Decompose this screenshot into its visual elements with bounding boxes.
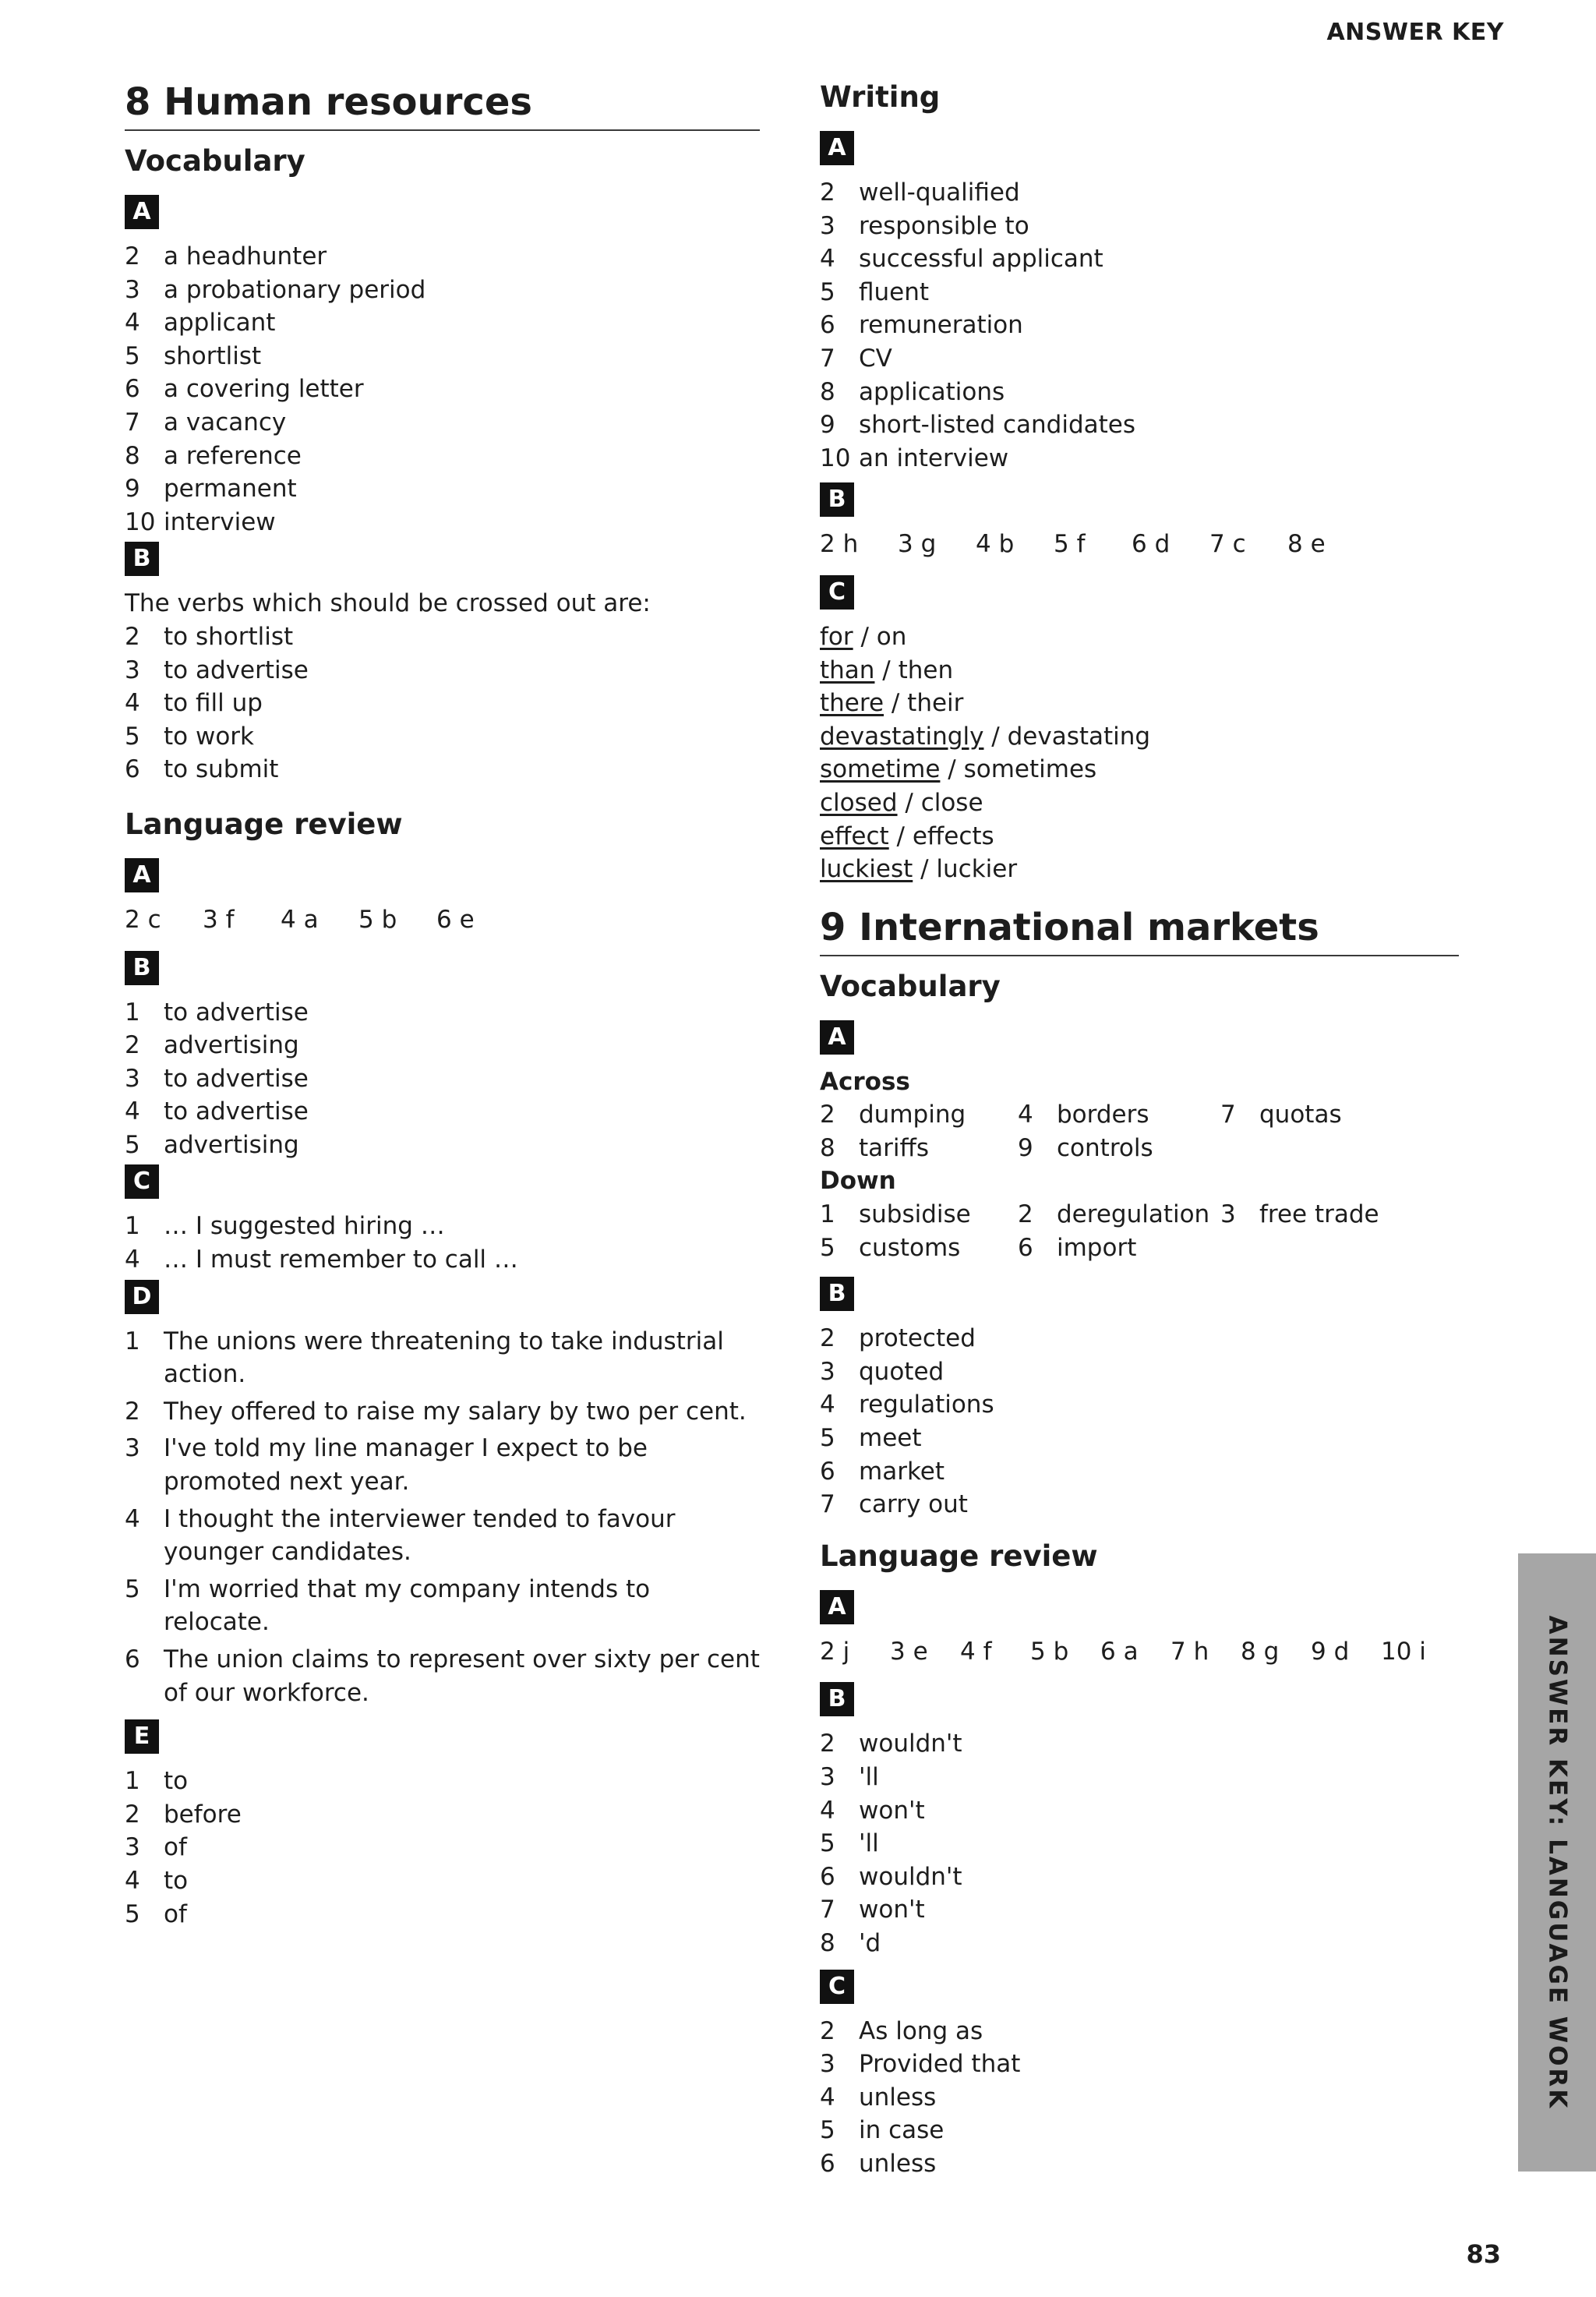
item-number: 8 [820, 377, 835, 406]
item-text: to advertise [164, 656, 309, 684]
inline-answer: 9 d [1311, 1637, 1350, 1666]
item-number: 7 [820, 344, 835, 373]
answer-item [125, 406, 760, 440]
item-number: 1 [125, 998, 140, 1027]
item-text: of [164, 1899, 187, 1928]
answer-item [820, 1794, 1459, 1828]
section-badge: B [820, 1682, 854, 1716]
answer-item [820, 2015, 1459, 2048]
correction-list [820, 620, 1459, 886]
across-grid [820, 1098, 1459, 1164]
answer-item [820, 210, 1459, 243]
item-text: before [164, 1800, 242, 1829]
answer-item [125, 1243, 760, 1277]
answer-item [125, 1503, 760, 1569]
correct-word: their [907, 689, 964, 718]
item-number: 4 [820, 1391, 835, 1419]
item-text: applications [859, 377, 1005, 406]
item-text: protected [859, 1324, 976, 1353]
side-tab-label: ANSWER KEY: LANGUAGE WORK [1543, 1615, 1572, 2110]
answer-list [125, 1210, 760, 1276]
right-column [820, 78, 1459, 2181]
separator: / [897, 788, 921, 817]
unit8-title: 8 Human resources [125, 78, 760, 131]
answer-item [820, 2048, 1459, 2081]
item-number: 2 [125, 1800, 140, 1829]
item-number: 10 [820, 443, 851, 472]
item-text: of [164, 1833, 187, 1862]
item-text: regulations [859, 1391, 994, 1419]
answer-item [820, 1861, 1459, 1894]
item-text: to [164, 1866, 189, 1895]
answer-item [820, 1927, 1459, 1960]
inline-answer: 5 b [358, 905, 397, 934]
answer-item [125, 1898, 760, 1931]
inline-answer: 6 d [1132, 530, 1171, 559]
item-number: 4 [820, 2083, 835, 2111]
inline-answer: 4 b [976, 530, 1015, 559]
answer-item [820, 342, 1459, 376]
item-text: well-qualified [859, 178, 1020, 207]
clue-answer: dumping [859, 1101, 966, 1129]
item-number: 3 [125, 275, 140, 304]
item-number: 2 [820, 1730, 835, 1758]
incorrect-word: devastatingly [820, 722, 984, 751]
inline-answer: 3 g [898, 530, 937, 559]
item-number: 6 [125, 375, 140, 404]
inline-answer: 8 g [1241, 1637, 1280, 1666]
answer-list [820, 2015, 1459, 2181]
correct-word: devastating [1007, 722, 1151, 751]
item-text: to shortlist [164, 622, 294, 651]
answer-item [125, 687, 760, 720]
page-number: 83 [1466, 2239, 1501, 2269]
item-number: 9 [125, 475, 140, 504]
clue-answer: import [1057, 1233, 1137, 1262]
unit9-title: 9 International markets [820, 903, 1459, 956]
item-text: As long as [859, 2016, 983, 2045]
answer-item [125, 1432, 760, 1498]
inline-answer: 7 h [1171, 1637, 1209, 1666]
item-number: 5 [125, 1130, 140, 1159]
correct-word: then [898, 656, 954, 684]
answer-item [820, 1388, 1459, 1422]
item-text: shortlist [164, 341, 262, 370]
item-text: Provided that [859, 2050, 1021, 2079]
answer-list [820, 1727, 1459, 1960]
section-badge: B [125, 542, 159, 576]
answer-item [125, 274, 760, 307]
correction-pair [820, 786, 1459, 820]
item-number: 4 [820, 245, 835, 274]
item-text: responsible to [859, 211, 1029, 240]
answer-item [820, 1727, 1459, 1761]
item-number: 10 [125, 507, 156, 536]
clue-number: 4 [1018, 1101, 1033, 1129]
correction-pair [820, 687, 1459, 720]
answer-item [820, 1488, 1459, 1521]
item-text: wouldn't [859, 1730, 962, 1758]
answer-item [820, 2081, 1459, 2115]
answer-item [125, 240, 760, 274]
clue-answer: free trade [1259, 1200, 1379, 1229]
answer-item [820, 309, 1459, 342]
separator: / [853, 622, 877, 651]
item-number: 2 [125, 1031, 140, 1060]
separator: / [940, 755, 964, 784]
answer-item [125, 306, 760, 340]
item-number: 3 [820, 1357, 835, 1386]
item-number: 7 [820, 1490, 835, 1519]
item-text: The unions were threatening to take industrial action. [164, 1327, 724, 1389]
answer-list [125, 620, 760, 786]
answer-item [125, 1210, 760, 1243]
clue-answer: tariffs [859, 1133, 930, 1162]
incorrect-word: for [820, 622, 853, 651]
item-text: CV [859, 344, 892, 373]
item-number: 5 [125, 722, 140, 751]
answer-item [125, 340, 760, 373]
answer-item [125, 620, 760, 654]
clue-number: 3 [1220, 1200, 1236, 1229]
inline-answer: 5 f [1054, 530, 1086, 559]
answer-item [125, 1325, 760, 1391]
clue-answer: quotas [1259, 1101, 1342, 1129]
answer-item [125, 654, 760, 687]
section-badge: A [820, 1020, 854, 1055]
answer-item [125, 996, 760, 1030]
answer-item [125, 1864, 760, 1898]
clue-number: 8 [820, 1133, 835, 1162]
answer-item [820, 376, 1459, 409]
item-number: 7 [820, 1896, 835, 1924]
item-text: advertising [164, 1130, 299, 1159]
inline-answer: 4 a [281, 905, 319, 934]
answer-item [820, 1761, 1459, 1794]
item-text: to work [164, 722, 254, 751]
incorrect-word: luckiest [820, 855, 913, 884]
answer-item [820, 276, 1459, 309]
clue-number: 6 [1018, 1233, 1033, 1262]
writing-title: Writing [820, 80, 941, 114]
unit9-language-review-title: Language review [820, 1539, 1098, 1573]
section-badge: B [125, 951, 159, 985]
inline-answer: 6 e [436, 905, 475, 934]
item-number: 5 [125, 341, 140, 370]
section-badge: C [820, 1970, 854, 2004]
answer-item [820, 1355, 1459, 1389]
item-number: 3 [125, 1064, 140, 1093]
answer-item [820, 442, 1459, 475]
item-number: 6 [820, 1457, 835, 1486]
item-text: 'll [859, 1763, 879, 1791]
item-number: 6 [125, 755, 140, 784]
item-number: 6 [820, 311, 835, 340]
unit8-language-review-title: Language review [125, 807, 403, 841]
inline-answer: 2 c [125, 905, 161, 934]
item-number: 6 [820, 2149, 835, 2178]
inline-answer: 4 f [960, 1637, 992, 1666]
unit9-vocabulary-title: Vocabulary [820, 969, 1001, 1003]
item-number: 4 [125, 689, 140, 718]
section-badge: C [820, 575, 854, 610]
section-badge: A [820, 1590, 854, 1624]
item-text: a vacancy [164, 408, 287, 436]
item-text: to [164, 1767, 189, 1796]
item-text: won't [859, 1896, 925, 1924]
answer-row [125, 903, 760, 937]
separator: / [913, 855, 937, 884]
answer-item [820, 176, 1459, 210]
separator: / [884, 689, 908, 718]
clue-number: 1 [820, 1200, 835, 1229]
item-number: 6 [125, 1645, 140, 1673]
answer-list [125, 1765, 760, 1931]
item-text: to advertise [164, 1064, 309, 1093]
item-text: quoted [859, 1357, 945, 1386]
answer-item [125, 1798, 760, 1832]
correction-pair [820, 654, 1459, 687]
item-text: to advertise [164, 1097, 309, 1126]
correct-word: sometimes [963, 755, 1097, 784]
correction-pair [820, 820, 1459, 853]
answer-item [125, 1029, 760, 1062]
section-badge: C [125, 1164, 159, 1199]
answer-row [820, 528, 1459, 561]
clue-answer: deregulation [1057, 1200, 1210, 1229]
answer-item [125, 373, 760, 406]
inline-answer: 5 b [1030, 1637, 1069, 1666]
separator: / [888, 822, 913, 850]
item-text: 'll [859, 1829, 879, 1858]
inline-answer: 2 h [820, 530, 859, 559]
inline-answer: 10 i [1381, 1637, 1426, 1666]
item-text: in case [859, 2116, 945, 2145]
item-text: a headhunter [164, 242, 327, 270]
item-text: I thought the interviewer tended to favour younger candidates. [164, 1504, 676, 1567]
answer-item [125, 1129, 760, 1162]
correction-pair [820, 753, 1459, 786]
item-text: to advertise [164, 998, 309, 1027]
item-number: 3 [125, 656, 140, 684]
answer-item [125, 753, 760, 786]
separator: / [983, 722, 1008, 751]
item-number: 1 [125, 1327, 140, 1355]
answer-item [820, 2114, 1459, 2147]
item-text: The union claims to represent over sixty per cent of our workforce. [164, 1645, 760, 1707]
section-badge: D [125, 1280, 159, 1314]
item-number: 5 [820, 1829, 835, 1858]
item-number: 3 [820, 1763, 835, 1791]
item-text: market [859, 1457, 945, 1486]
item-number: 3 [125, 1833, 140, 1862]
answer-item [125, 506, 760, 539]
answer-item [820, 242, 1459, 276]
correct-word: effects [912, 822, 994, 850]
answer-item [125, 1062, 760, 1096]
item-text: They offered to raise my salary by two per cent. [164, 1397, 747, 1426]
correct-word: close [920, 788, 983, 817]
unit8-vocabulary-title: Vocabulary [125, 144, 305, 178]
answer-list [125, 240, 760, 539]
correction-pair [820, 720, 1459, 754]
item-text: carry out [859, 1490, 968, 1519]
clue-answer: controls [1057, 1133, 1153, 1162]
incorrect-word: than [820, 656, 875, 684]
item-number: 3 [820, 2050, 835, 2079]
item-text: won't [859, 1796, 925, 1825]
section-badge: E [125, 1719, 159, 1754]
answer-row [820, 1635, 1459, 1669]
item-number: 1 [125, 1767, 140, 1796]
item-number: 9 [820, 411, 835, 440]
item-number: 2 [820, 2016, 835, 2045]
item-number: 2 [125, 622, 140, 651]
answer-item [125, 1643, 760, 1709]
section-badge: A [125, 858, 159, 892]
section-badge: A [820, 131, 854, 165]
incorrect-word: there [820, 689, 885, 718]
inline-answer: 2 j [820, 1637, 850, 1666]
section-badge: B [820, 482, 854, 517]
item-number: 4 [125, 1504, 140, 1533]
item-text: unless [859, 2083, 937, 2111]
correction-pair [820, 853, 1459, 886]
incorrect-word: closed [820, 788, 898, 817]
item-text: a covering letter [164, 375, 364, 404]
item-number: 2 [125, 1397, 140, 1426]
item-text: fluent [859, 277, 930, 306]
answer-item [125, 1095, 760, 1129]
answer-item [820, 1322, 1459, 1355]
section-badge: A [125, 195, 159, 229]
incorrect-word: sometime [820, 755, 941, 784]
item-text: successful applicant [859, 245, 1103, 274]
clue-number: 2 [1018, 1200, 1033, 1229]
item-text: meet [859, 1424, 922, 1453]
item-text: a probationary period [164, 275, 426, 304]
answer-list [820, 1322, 1459, 1521]
item-text: I've told my line manager I expect to be promoted next year. [164, 1434, 648, 1497]
clue-answer: subsidise [859, 1200, 971, 1229]
item-text: wouldn't [859, 1862, 962, 1891]
item-number: 4 [125, 1246, 140, 1274]
answer-item [820, 1827, 1459, 1861]
exercise-intro: The verbs which should be crossed out are: [125, 589, 651, 618]
item-text: applicant [164, 309, 276, 337]
clue-number: 9 [1018, 1133, 1033, 1162]
item-number: 3 [820, 211, 835, 240]
item-text: 'd [859, 1928, 881, 1957]
item-number: 3 [125, 1434, 140, 1463]
clue-answer: customs [859, 1233, 961, 1262]
item-number: 8 [820, 1928, 835, 1957]
item-number: 6 [820, 1862, 835, 1891]
item-number: 5 [125, 1574, 140, 1603]
item-number: 5 [820, 2116, 835, 2145]
item-number: 5 [820, 277, 835, 306]
inline-answer: 3 e [890, 1637, 928, 1666]
answer-item [125, 440, 760, 473]
answer-item [820, 1422, 1459, 1455]
item-text: … I must remember to call … [164, 1246, 518, 1274]
answer-item [820, 1455, 1459, 1489]
item-text: permanent [164, 475, 297, 504]
separator: / [874, 656, 899, 684]
item-number: 4 [125, 1866, 140, 1895]
item-text: I'm worried that my company intends to relocate. [164, 1574, 651, 1637]
item-text: to fill up [164, 689, 263, 718]
item-number: 5 [125, 1899, 140, 1928]
inline-answer: 7 c [1209, 530, 1246, 559]
answer-list [125, 1325, 760, 1710]
clue-number: 2 [820, 1101, 835, 1129]
item-text: short-listed candidates [859, 411, 1136, 440]
down-title: Down [820, 1167, 896, 1196]
item-text: to submit [164, 755, 279, 784]
item-number: 7 [125, 408, 140, 436]
item-number: 2 [820, 178, 835, 207]
item-number: 4 [125, 309, 140, 337]
item-text: … I suggested hiring … [164, 1212, 445, 1241]
correct-word: luckier [936, 855, 1018, 884]
correction-pair [820, 620, 1459, 654]
item-text: interview [164, 507, 276, 536]
answer-item [125, 472, 760, 506]
side-tab [1518, 1553, 1596, 2172]
answer-item [820, 408, 1459, 442]
inline-answer: 8 e [1287, 530, 1326, 559]
item-number: 4 [820, 1796, 835, 1825]
clue-answer: borders [1057, 1101, 1149, 1129]
item-number: 1 [125, 1212, 140, 1241]
item-number: 4 [125, 1097, 140, 1126]
item-number: 2 [125, 242, 140, 270]
clue-number: 7 [1220, 1101, 1236, 1129]
item-text: remuneration [859, 311, 1023, 340]
clue-number: 5 [820, 1233, 835, 1262]
item-text: advertising [164, 1031, 299, 1060]
item-number: 5 [820, 1424, 835, 1453]
answer-list [125, 996, 760, 1162]
answer-list [820, 176, 1459, 475]
down-grid [820, 1198, 1459, 1264]
left-column [125, 78, 760, 1931]
running-head: ANSWER KEY [1326, 19, 1504, 46]
correct-word: on [876, 622, 907, 651]
answer-item [125, 1573, 760, 1639]
answer-item [125, 1395, 760, 1429]
across-title: Across [820, 1067, 910, 1096]
item-text: an interview [859, 443, 1009, 472]
answer-item [820, 2147, 1459, 2181]
inline-answer: 6 a [1100, 1637, 1139, 1666]
item-number: 2 [820, 1324, 835, 1353]
incorrect-word: effect [820, 822, 889, 850]
answer-item [125, 1831, 760, 1864]
inline-answer: 3 f [203, 905, 235, 934]
item-number: 8 [125, 441, 140, 470]
item-text: unless [859, 2149, 937, 2178]
section-badge: B [820, 1277, 854, 1311]
answer-item [820, 1893, 1459, 1927]
answer-item [125, 1765, 760, 1798]
answer-item [125, 720, 760, 754]
item-text: a reference [164, 441, 302, 470]
